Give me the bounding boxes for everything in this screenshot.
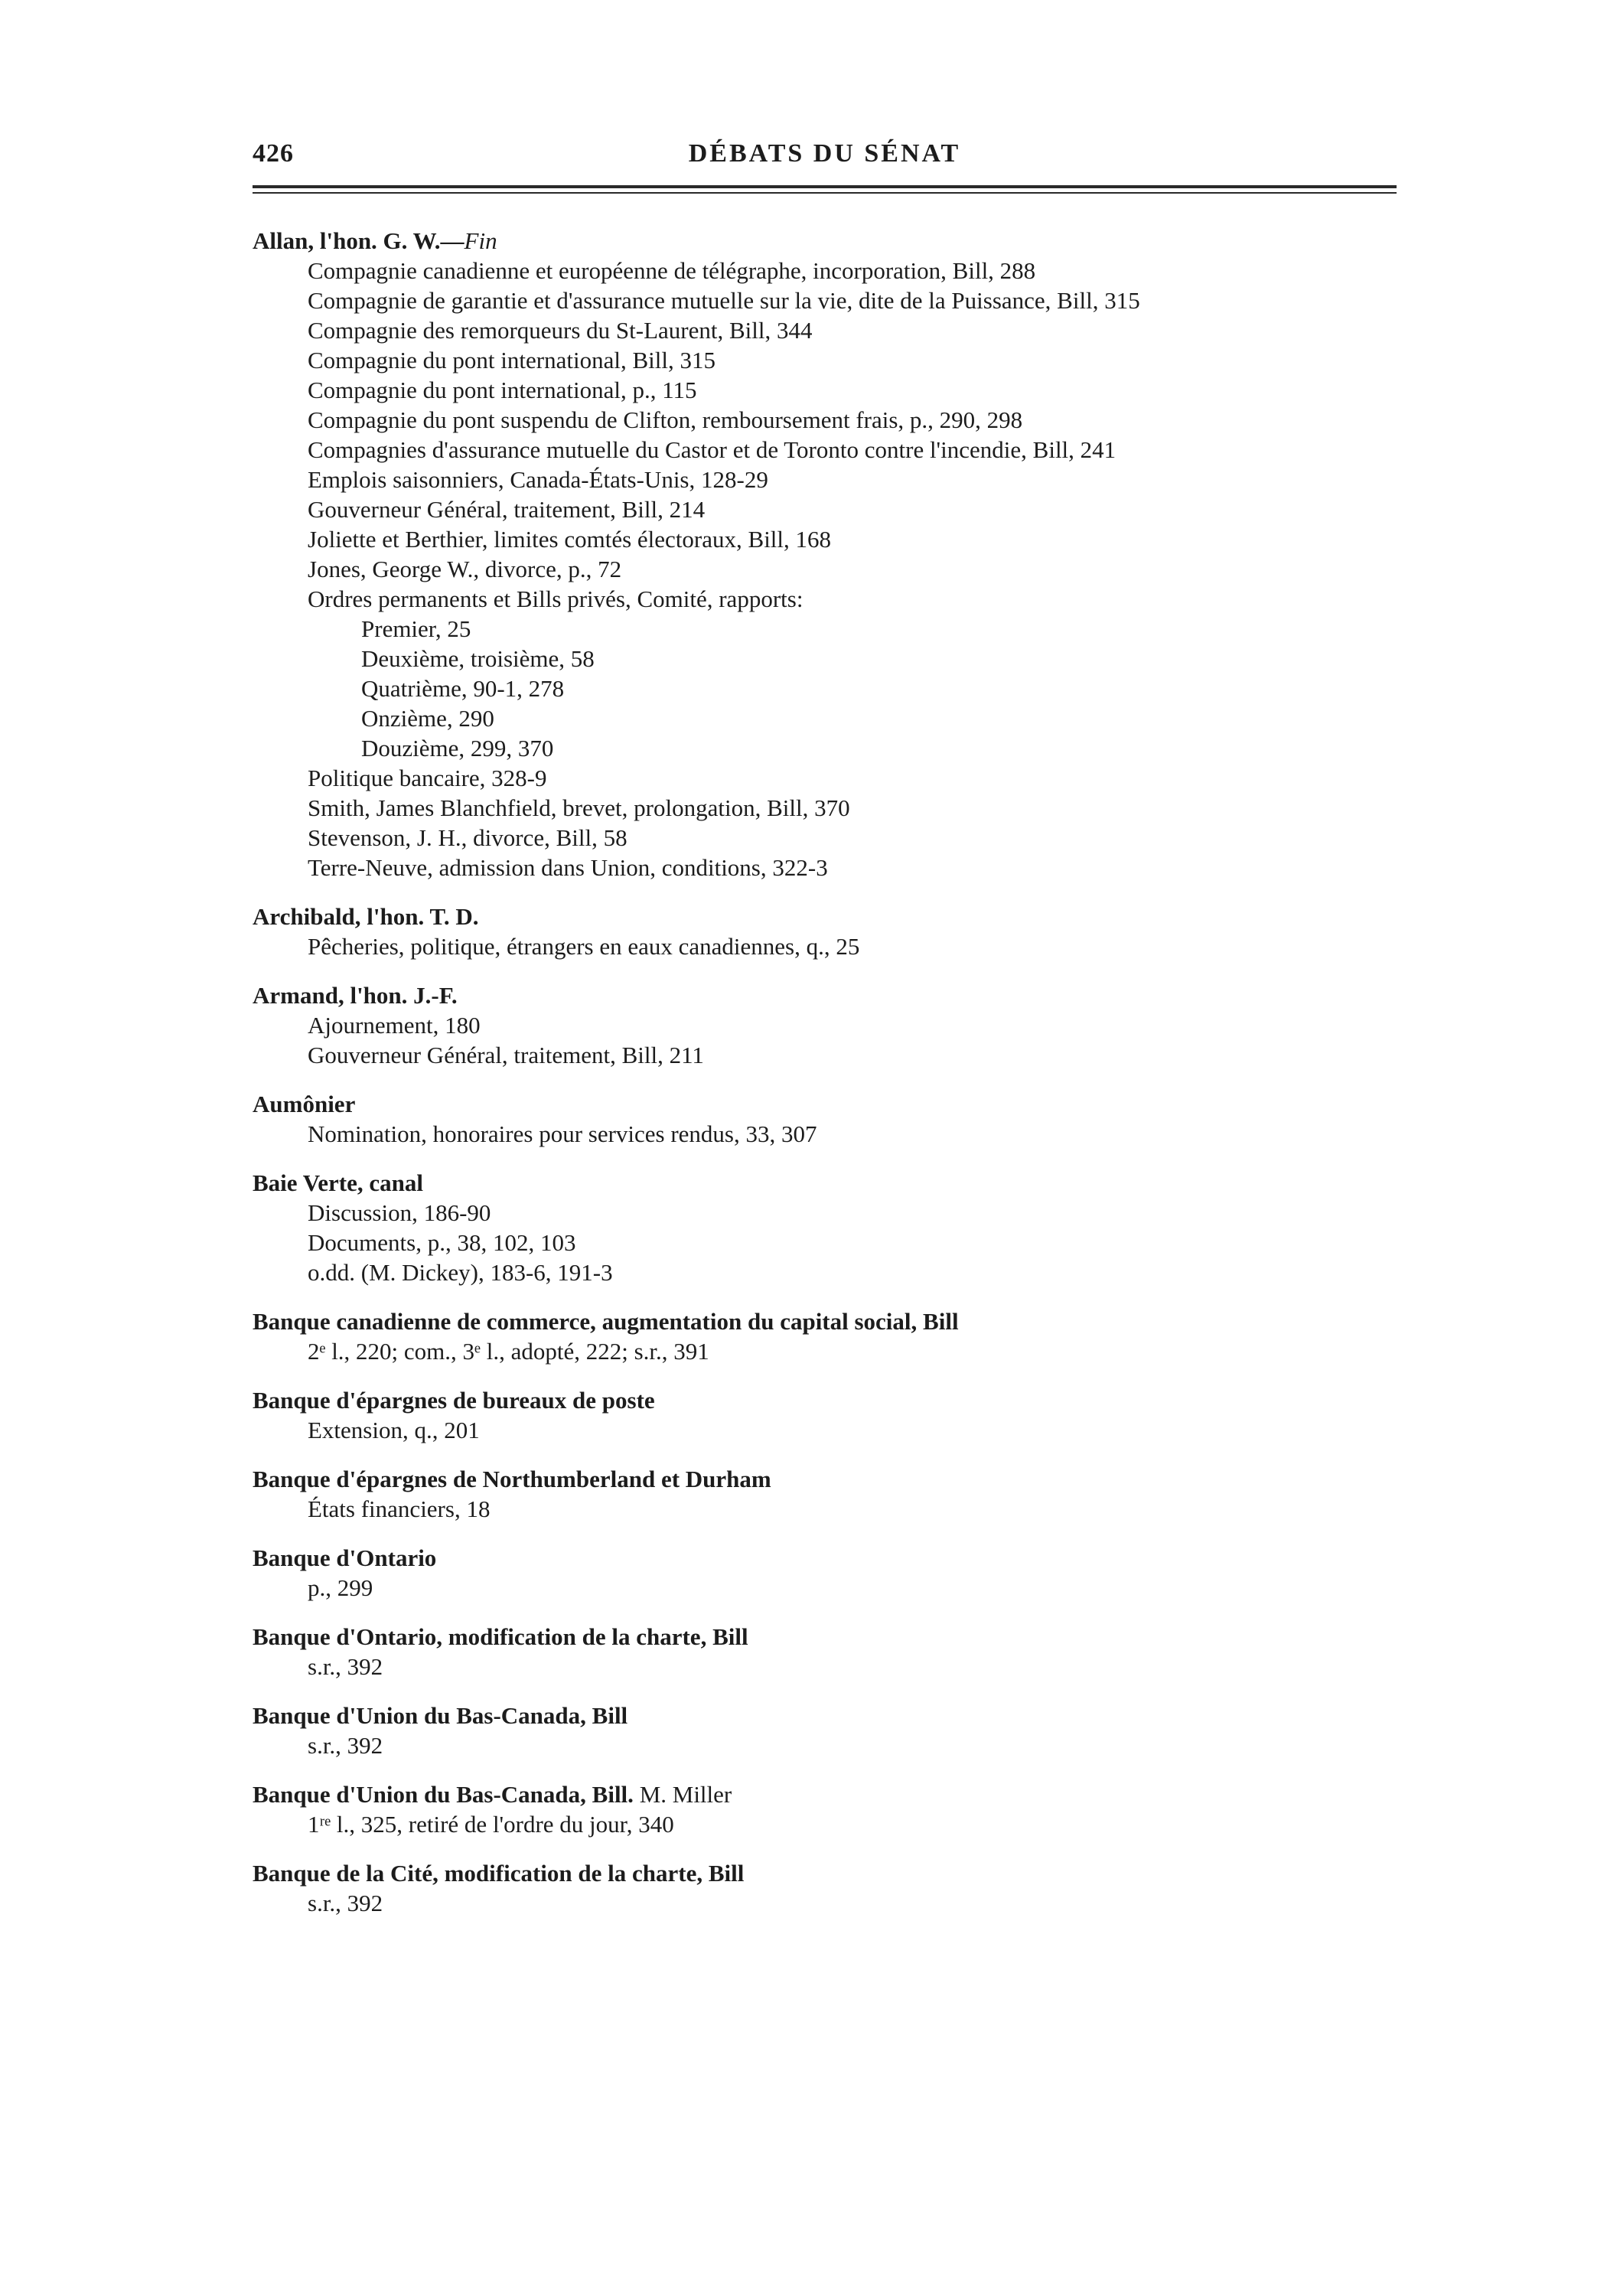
index-body <box>253 226 1400 1937</box>
heading-text: Banque d'Ontario, modification de la charte, Bill <box>253 1623 748 1650</box>
index-entry <box>253 902 1400 961</box>
index-subentry: Emplois saisonniers, Canada-États-Unis, 128-29 <box>308 466 768 493</box>
heading-text: Banque d'épargnes de bureaux de poste <box>253 1387 655 1414</box>
index-subentry: Joliette et Berthier, limites comtés électoraux, Bill, 168 <box>308 526 832 553</box>
index-subsubentry: Douzième, 299, 370 <box>361 735 554 762</box>
heading-mover: M. Miller <box>633 1781 732 1808</box>
index-entry <box>253 1701 1400 1760</box>
index-entry <box>253 1306 1400 1366</box>
index-subsubentry: Premier, 25 <box>361 615 471 642</box>
index-entry <box>253 1543 1400 1603</box>
index-subentry: Compagnie du pont international, Bill, 315 <box>308 347 715 373</box>
index-entry <box>253 1464 1400 1524</box>
page-header-title: DÉBATS DU SÉNAT <box>688 139 961 168</box>
index-subentry: Gouverneur Général, traitement, Bill, 211 <box>308 1042 704 1068</box>
index-subentry: Discussion, 186-90 <box>308 1199 491 1226</box>
index-subentry: Compagnie du pont international, p., 115 <box>308 377 697 403</box>
header-rule-thick <box>253 185 1397 188</box>
index-subentry: Compagnie du pont suspendu de Clifton, remboursement frais, p., 290, 298 <box>308 406 1023 433</box>
index-subentry: s.r., 392 <box>308 1732 383 1759</box>
index-subentry: s.r., 392 <box>308 1653 383 1680</box>
index-subentry: Compagnie de garantie et d'assurance mutuelle sur la vie, dite de la Puissance, Bill, 315 <box>308 287 1140 314</box>
header-rule-thin <box>253 192 1397 194</box>
index-subentry: 2ᵉ l., 220; com., 3ᵉ l., adopté, 222; s.r., 391 <box>308 1338 709 1365</box>
index-entry-heading <box>253 1858 1400 1888</box>
index-entry <box>253 1168 1400 1287</box>
index-entry-heading <box>253 1779 1400 1809</box>
index-entry-heading <box>253 1543 1400 1573</box>
index-subentry: Terre-Neuve, admission dans Union, conditions, 322-3 <box>308 854 828 881</box>
heading-text: Baie Verte, canal <box>253 1169 423 1196</box>
index-subentry: o.dd. (M. Dickey), 183-6, 191-3 <box>308 1259 613 1286</box>
page-number: 426 <box>253 139 294 168</box>
index-subentry: Jones, George W., divorce, p., 72 <box>308 556 622 582</box>
index-subentry: Compagnie canadienne et européenne de télégraphe, incorporation, Bill, 288 <box>308 257 1036 284</box>
index-subentry: Compagnie des remorqueurs du St-Laurent, Bill, 344 <box>308 317 813 344</box>
index-entry-heading <box>253 980 1400 1010</box>
index-subentry: p., 299 <box>308 1574 373 1601</box>
index-entry-heading <box>253 1701 1400 1730</box>
index-entry-heading <box>253 902 1400 931</box>
index-entry <box>253 1622 1400 1681</box>
index-subentry: Nomination, honoraires pour services rendus, 33, 307 <box>308 1120 817 1147</box>
index-entry <box>253 1385 1400 1445</box>
heading-text: Banque de la Cité, modification de la charte, Bill <box>253 1860 745 1887</box>
heading-text: Archibald, l'hon. T. D. <box>253 903 479 930</box>
index-entry-heading <box>253 226 1400 256</box>
index-subentry: Smith, James Blanchfield, brevet, prolongation, Bill, 370 <box>308 794 850 821</box>
index-entry-heading <box>253 1385 1400 1415</box>
index-subentry: Pêcheries, politique, étrangers en eaux canadiennes, q., 25 <box>308 933 860 960</box>
index-subentry: 1ʳᵉ l., 325, retiré de l'ordre du jour, 340 <box>308 1811 674 1838</box>
index-subsubentry: Quatrième, 90-1, 278 <box>361 675 565 702</box>
index-entry-heading <box>253 1306 1400 1336</box>
index-subsubentry: Onzième, 290 <box>361 705 494 732</box>
index-subentry: États financiers, 18 <box>308 1495 491 1522</box>
heading-text: Banque d'Union du Bas-Canada, Bill <box>253 1702 628 1729</box>
index-subentry: s.r., 392 <box>308 1890 383 1916</box>
index-subentry: Ajournement, 180 <box>308 1012 481 1039</box>
heading-text: Allan, l'hon. G. W.— <box>253 227 464 254</box>
heading-text: Banque canadienne de commerce, augmentation du capital social, Bill <box>253 1308 959 1335</box>
index-entry-heading <box>253 1622 1400 1652</box>
index-entry <box>253 1858 1400 1918</box>
heading-text: Banque d'Ontario <box>253 1544 437 1571</box>
index-entry <box>253 1779 1400 1839</box>
index-subentry: Compagnies d'assurance mutuelle du Castor et de Toronto contre l'incendie, Bill, 241 <box>308 436 1116 463</box>
index-entry-heading <box>253 1168 1400 1198</box>
running-head <box>253 139 1397 178</box>
index-entry <box>253 226 1400 882</box>
index-subentry: Gouverneur Général, traitement, Bill, 214 <box>308 496 706 523</box>
index-entry-heading <box>253 1089 1400 1119</box>
index-entry-heading <box>253 1464 1400 1494</box>
heading-suffix: Fin <box>464 227 497 254</box>
index-entry <box>253 980 1400 1070</box>
index-subsubentry: Deuxième, troisième, 58 <box>361 645 595 672</box>
heading-text: Banque d'Union du Bas-Canada, Bill. <box>253 1781 634 1808</box>
index-subentry: Stevenson, J. H., divorce, Bill, 58 <box>308 824 627 851</box>
heading-text: Armand, l'hon. J.-F. <box>253 982 458 1009</box>
index-subentry: Extension, q., 201 <box>308 1417 480 1443</box>
index-subentry: Ordres permanents et Bills privés, Comité, rapports: <box>308 585 804 612</box>
index-subentry: Politique bancaire, 328-9 <box>308 765 547 791</box>
heading-text: Aumônier <box>253 1091 356 1117</box>
heading-text: Banque d'épargnes de Northumberland et Durham <box>253 1466 771 1492</box>
index-entry <box>253 1089 1400 1149</box>
index-subentry: Documents, p., 38, 102, 103 <box>308 1229 576 1256</box>
